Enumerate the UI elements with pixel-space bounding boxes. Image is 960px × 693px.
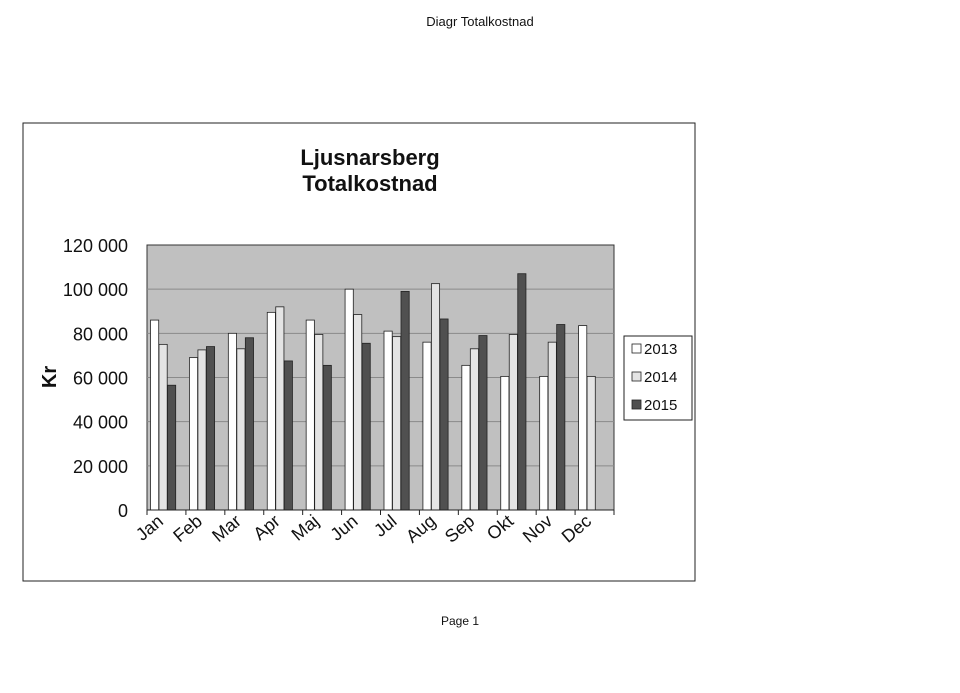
bar-2014-aug bbox=[431, 284, 439, 510]
x-tick-label-jan: Jan bbox=[131, 510, 168, 545]
bar-2014-apr bbox=[276, 307, 284, 510]
legend-label-2013: 2013 bbox=[644, 341, 678, 358]
bar-2014-feb bbox=[198, 350, 206, 510]
bar-2015-jan bbox=[168, 385, 176, 510]
bar-2014-jul bbox=[393, 337, 401, 510]
chart-title-line-1: Ljusnarsberg bbox=[300, 145, 440, 170]
bar-2013-jun bbox=[345, 289, 353, 510]
bar-2014-okt bbox=[509, 334, 517, 510]
legend-swatch-2013 bbox=[632, 344, 641, 353]
x-tick-label-feb: Feb bbox=[169, 510, 206, 547]
x-tick-label-jun: Jun bbox=[326, 510, 362, 545]
bar-2015-mar bbox=[245, 338, 253, 510]
x-tick-label-apr: Apr bbox=[249, 510, 284, 545]
bar-2013-apr bbox=[267, 312, 275, 510]
bar-2014-dec bbox=[587, 376, 595, 510]
y-tick-label: 20 000 bbox=[72, 456, 128, 477]
bar-2013-dec bbox=[579, 326, 587, 510]
x-tick-label-nov: Nov bbox=[518, 510, 557, 547]
bar-2015-jul bbox=[401, 291, 409, 510]
x-tick-label-sep: Sep bbox=[440, 510, 479, 547]
bar-2014-jun bbox=[354, 315, 362, 510]
page-footer: Page 1 bbox=[440, 614, 480, 628]
bar-2014-jan bbox=[159, 344, 167, 510]
legend-label-2014: 2014 bbox=[644, 369, 678, 386]
page-header: Diagr Totalkostnad bbox=[426, 14, 534, 29]
bar-2014-sep bbox=[470, 349, 478, 510]
bar-2015-aug bbox=[440, 319, 448, 510]
x-tick-label-aug: Aug bbox=[402, 510, 440, 547]
bar-2014-maj bbox=[315, 334, 323, 510]
bar-2013-maj bbox=[306, 320, 314, 510]
bar-2013-jan bbox=[151, 320, 159, 510]
bar-2013-nov bbox=[540, 376, 548, 510]
bar-2015-sep bbox=[479, 336, 487, 510]
bar-2014-mar bbox=[237, 349, 245, 510]
y-tick-label: 80 000 bbox=[72, 324, 128, 345]
y-axis-label: Kr bbox=[39, 365, 61, 389]
bar-2015-jun bbox=[362, 343, 370, 510]
bar-2013-sep bbox=[462, 365, 470, 510]
x-tick-label-dec: Dec bbox=[557, 510, 596, 547]
bar-2013-okt bbox=[501, 376, 509, 510]
y-tick-label: 100 000 bbox=[62, 280, 128, 301]
y-tick-label: 120 000 bbox=[62, 236, 128, 256]
bar-2013-feb bbox=[189, 358, 197, 510]
bar-2013-aug bbox=[423, 342, 431, 510]
x-tick-label-mar: Mar bbox=[208, 510, 245, 546]
bar-2015-okt bbox=[518, 274, 526, 510]
chart-title-line-2: Totalkostnad bbox=[302, 171, 438, 196]
y-tick-label: 0 bbox=[117, 501, 128, 521]
bar-2015-feb bbox=[206, 347, 214, 510]
legend-label-2015: 2015 bbox=[644, 397, 678, 414]
bar-2014-nov bbox=[548, 342, 556, 510]
y-tick-label: 40 000 bbox=[72, 412, 128, 433]
legend-swatch-2015 bbox=[632, 400, 641, 409]
bar-2015-nov bbox=[557, 325, 565, 511]
bar-2015-apr bbox=[284, 361, 292, 510]
y-tick-label: 60 000 bbox=[72, 368, 128, 389]
bar-2013-jul bbox=[384, 331, 392, 510]
legend-swatch-2014 bbox=[632, 372, 641, 381]
x-tick-label-okt: Okt bbox=[482, 510, 518, 545]
x-tick-label-maj: Maj bbox=[287, 510, 323, 545]
x-tick-label-jul: Jul bbox=[370, 510, 401, 541]
bar-2015-maj bbox=[323, 365, 331, 510]
bar-2013-mar bbox=[228, 333, 236, 510]
